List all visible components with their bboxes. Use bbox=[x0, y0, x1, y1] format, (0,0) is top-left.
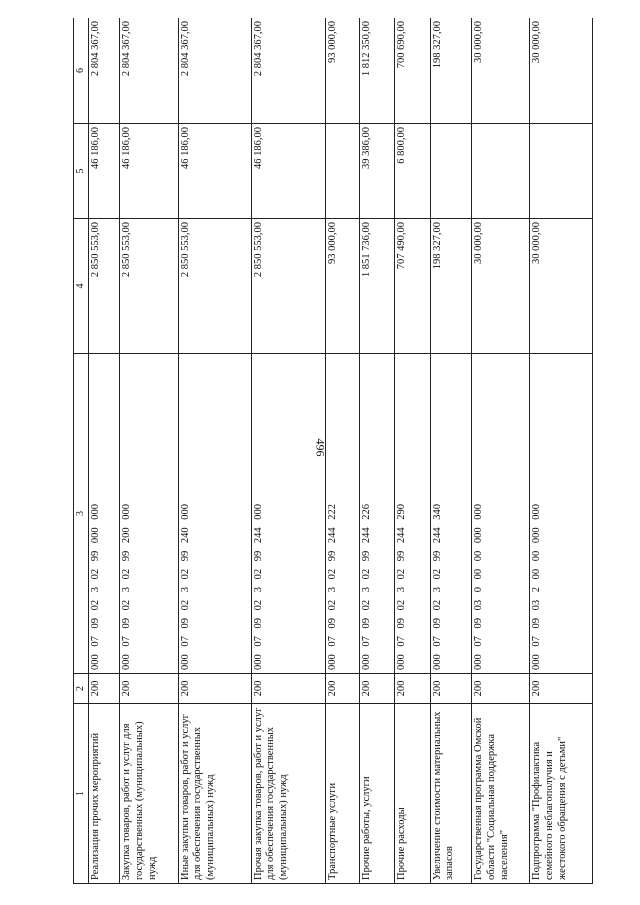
row-col5: 46 186,00 bbox=[251, 124, 326, 219]
row-code: 200 bbox=[359, 674, 394, 704]
budget-table bbox=[73, 18, 593, 884]
row-col6: 2 804 367,00 bbox=[89, 18, 120, 124]
header-row bbox=[74, 18, 89, 884]
row-col6: 30 000,00 bbox=[472, 18, 530, 124]
row-col4: 30 000,00 bbox=[472, 219, 530, 354]
row-col4: 30 000,00 bbox=[530, 219, 593, 354]
row-code: 200 bbox=[120, 674, 178, 704]
table-row bbox=[120, 18, 178, 884]
row-subcode: 000 07 09 02 3 02 99 200 000 bbox=[120, 354, 178, 674]
row-col5 bbox=[530, 124, 593, 219]
row-name: Закупка товаров, работ и услуг для государственных (муниципальных) нужд bbox=[120, 704, 178, 884]
row-subcode: 000 07 09 02 3 02 99 244 290 bbox=[395, 354, 430, 674]
page-number: 496 bbox=[313, 438, 328, 457]
row-col4: 707 490,00 bbox=[395, 219, 430, 354]
row-col5: 39 386,00 bbox=[359, 124, 394, 219]
table-row bbox=[178, 18, 251, 884]
table-stage bbox=[73, 18, 593, 884]
row-code: 200 bbox=[530, 674, 593, 704]
row-col6: 2 804 367,00 bbox=[178, 18, 251, 124]
header-col-1: 1 bbox=[74, 704, 89, 884]
row-col6: 1 812 350,00 bbox=[359, 18, 394, 124]
row-subcode: 000 07 09 02 3 02 99 000 000 bbox=[89, 354, 120, 674]
row-col5: 46 186,00 bbox=[120, 124, 178, 219]
row-subcode: 000 07 09 02 3 02 99 244 000 bbox=[251, 354, 326, 674]
row-name: Увеличение стоимости материальных запасов bbox=[430, 704, 472, 884]
row-col4: 2 850 553,00 bbox=[120, 219, 178, 354]
table-row bbox=[89, 18, 120, 884]
row-name: Прочая закупка товаров, работ и услуг для обеспечения государственных (муниципальных) нужд bbox=[251, 704, 326, 884]
row-name: Прочие работы, услуги bbox=[359, 704, 394, 884]
row-col6: 700 690,00 bbox=[395, 18, 430, 124]
rotated-table-wrapper bbox=[73, 18, 593, 884]
table-row bbox=[359, 18, 394, 884]
row-col6: 2 804 367,00 bbox=[120, 18, 178, 124]
row-name: Иные закупки товаров, работ и услуг для обеспечения государственных (муниципальных) нужд bbox=[178, 704, 251, 884]
row-col6: 93 000,00 bbox=[326, 18, 359, 124]
row-code: 200 bbox=[251, 674, 326, 704]
row-col4: 2 850 553,00 bbox=[89, 219, 120, 354]
row-name: Подпрограмма "Профилактика семейного неблагополучия и жестокого обращения с детьми" bbox=[530, 704, 593, 884]
row-subcode: 000 07 09 02 3 02 99 244 222 bbox=[326, 354, 359, 674]
header-col-2: 2 bbox=[74, 674, 89, 704]
row-col4: 198 327,00 bbox=[430, 219, 472, 354]
header-col-5: 5 bbox=[74, 124, 89, 219]
row-col6: 30 000,00 bbox=[530, 18, 593, 124]
row-subcode: 000 07 09 02 3 02 99 244 226 bbox=[359, 354, 394, 674]
row-col5: 6 800,00 bbox=[395, 124, 430, 219]
row-col6: 2 804 367,00 bbox=[251, 18, 326, 124]
row-name: Прочие расходы bbox=[395, 704, 430, 884]
row-col5: 46 186,00 bbox=[89, 124, 120, 219]
table-row bbox=[251, 18, 326, 884]
row-name: Реализация прочих мероприятий bbox=[89, 704, 120, 884]
header-col-6: 6 bbox=[74, 18, 89, 124]
row-col6: 198 327,00 bbox=[430, 18, 472, 124]
row-col4: 1 851 736,00 bbox=[359, 219, 394, 354]
header-col-4: 4 bbox=[74, 219, 89, 354]
table-row bbox=[430, 18, 472, 884]
row-col4: 2 850 553,00 bbox=[251, 219, 326, 354]
row-col5 bbox=[326, 124, 359, 219]
table-row bbox=[530, 18, 593, 884]
row-subcode: 000 07 09 02 3 02 99 244 340 bbox=[430, 354, 472, 674]
row-code: 200 bbox=[472, 674, 530, 704]
header-col-3: 3 bbox=[74, 354, 89, 674]
row-col5: 46 186,00 bbox=[178, 124, 251, 219]
row-col5 bbox=[472, 124, 530, 219]
row-subcode: 000 07 09 03 0 00 00 000 000 bbox=[472, 354, 530, 674]
row-code: 200 bbox=[326, 674, 359, 704]
row-code: 200 bbox=[395, 674, 430, 704]
row-name: Государственная программа Омской области "Социальная поддержка населения" bbox=[472, 704, 530, 884]
table-row bbox=[326, 18, 359, 884]
row-subcode: 000 07 09 03 2 00 00 000 000 bbox=[530, 354, 593, 674]
row-code: 200 bbox=[178, 674, 251, 704]
row-subcode: 000 07 09 02 3 02 99 240 000 bbox=[178, 354, 251, 674]
table-row bbox=[395, 18, 430, 884]
row-name: Транспортные услуги bbox=[326, 704, 359, 884]
row-code: 200 bbox=[430, 674, 472, 704]
table-row bbox=[472, 18, 530, 884]
row-col4: 93 000,00 bbox=[326, 219, 359, 354]
row-col5 bbox=[430, 124, 472, 219]
row-code: 200 bbox=[89, 674, 120, 704]
row-col4: 2 850 553,00 bbox=[178, 219, 251, 354]
